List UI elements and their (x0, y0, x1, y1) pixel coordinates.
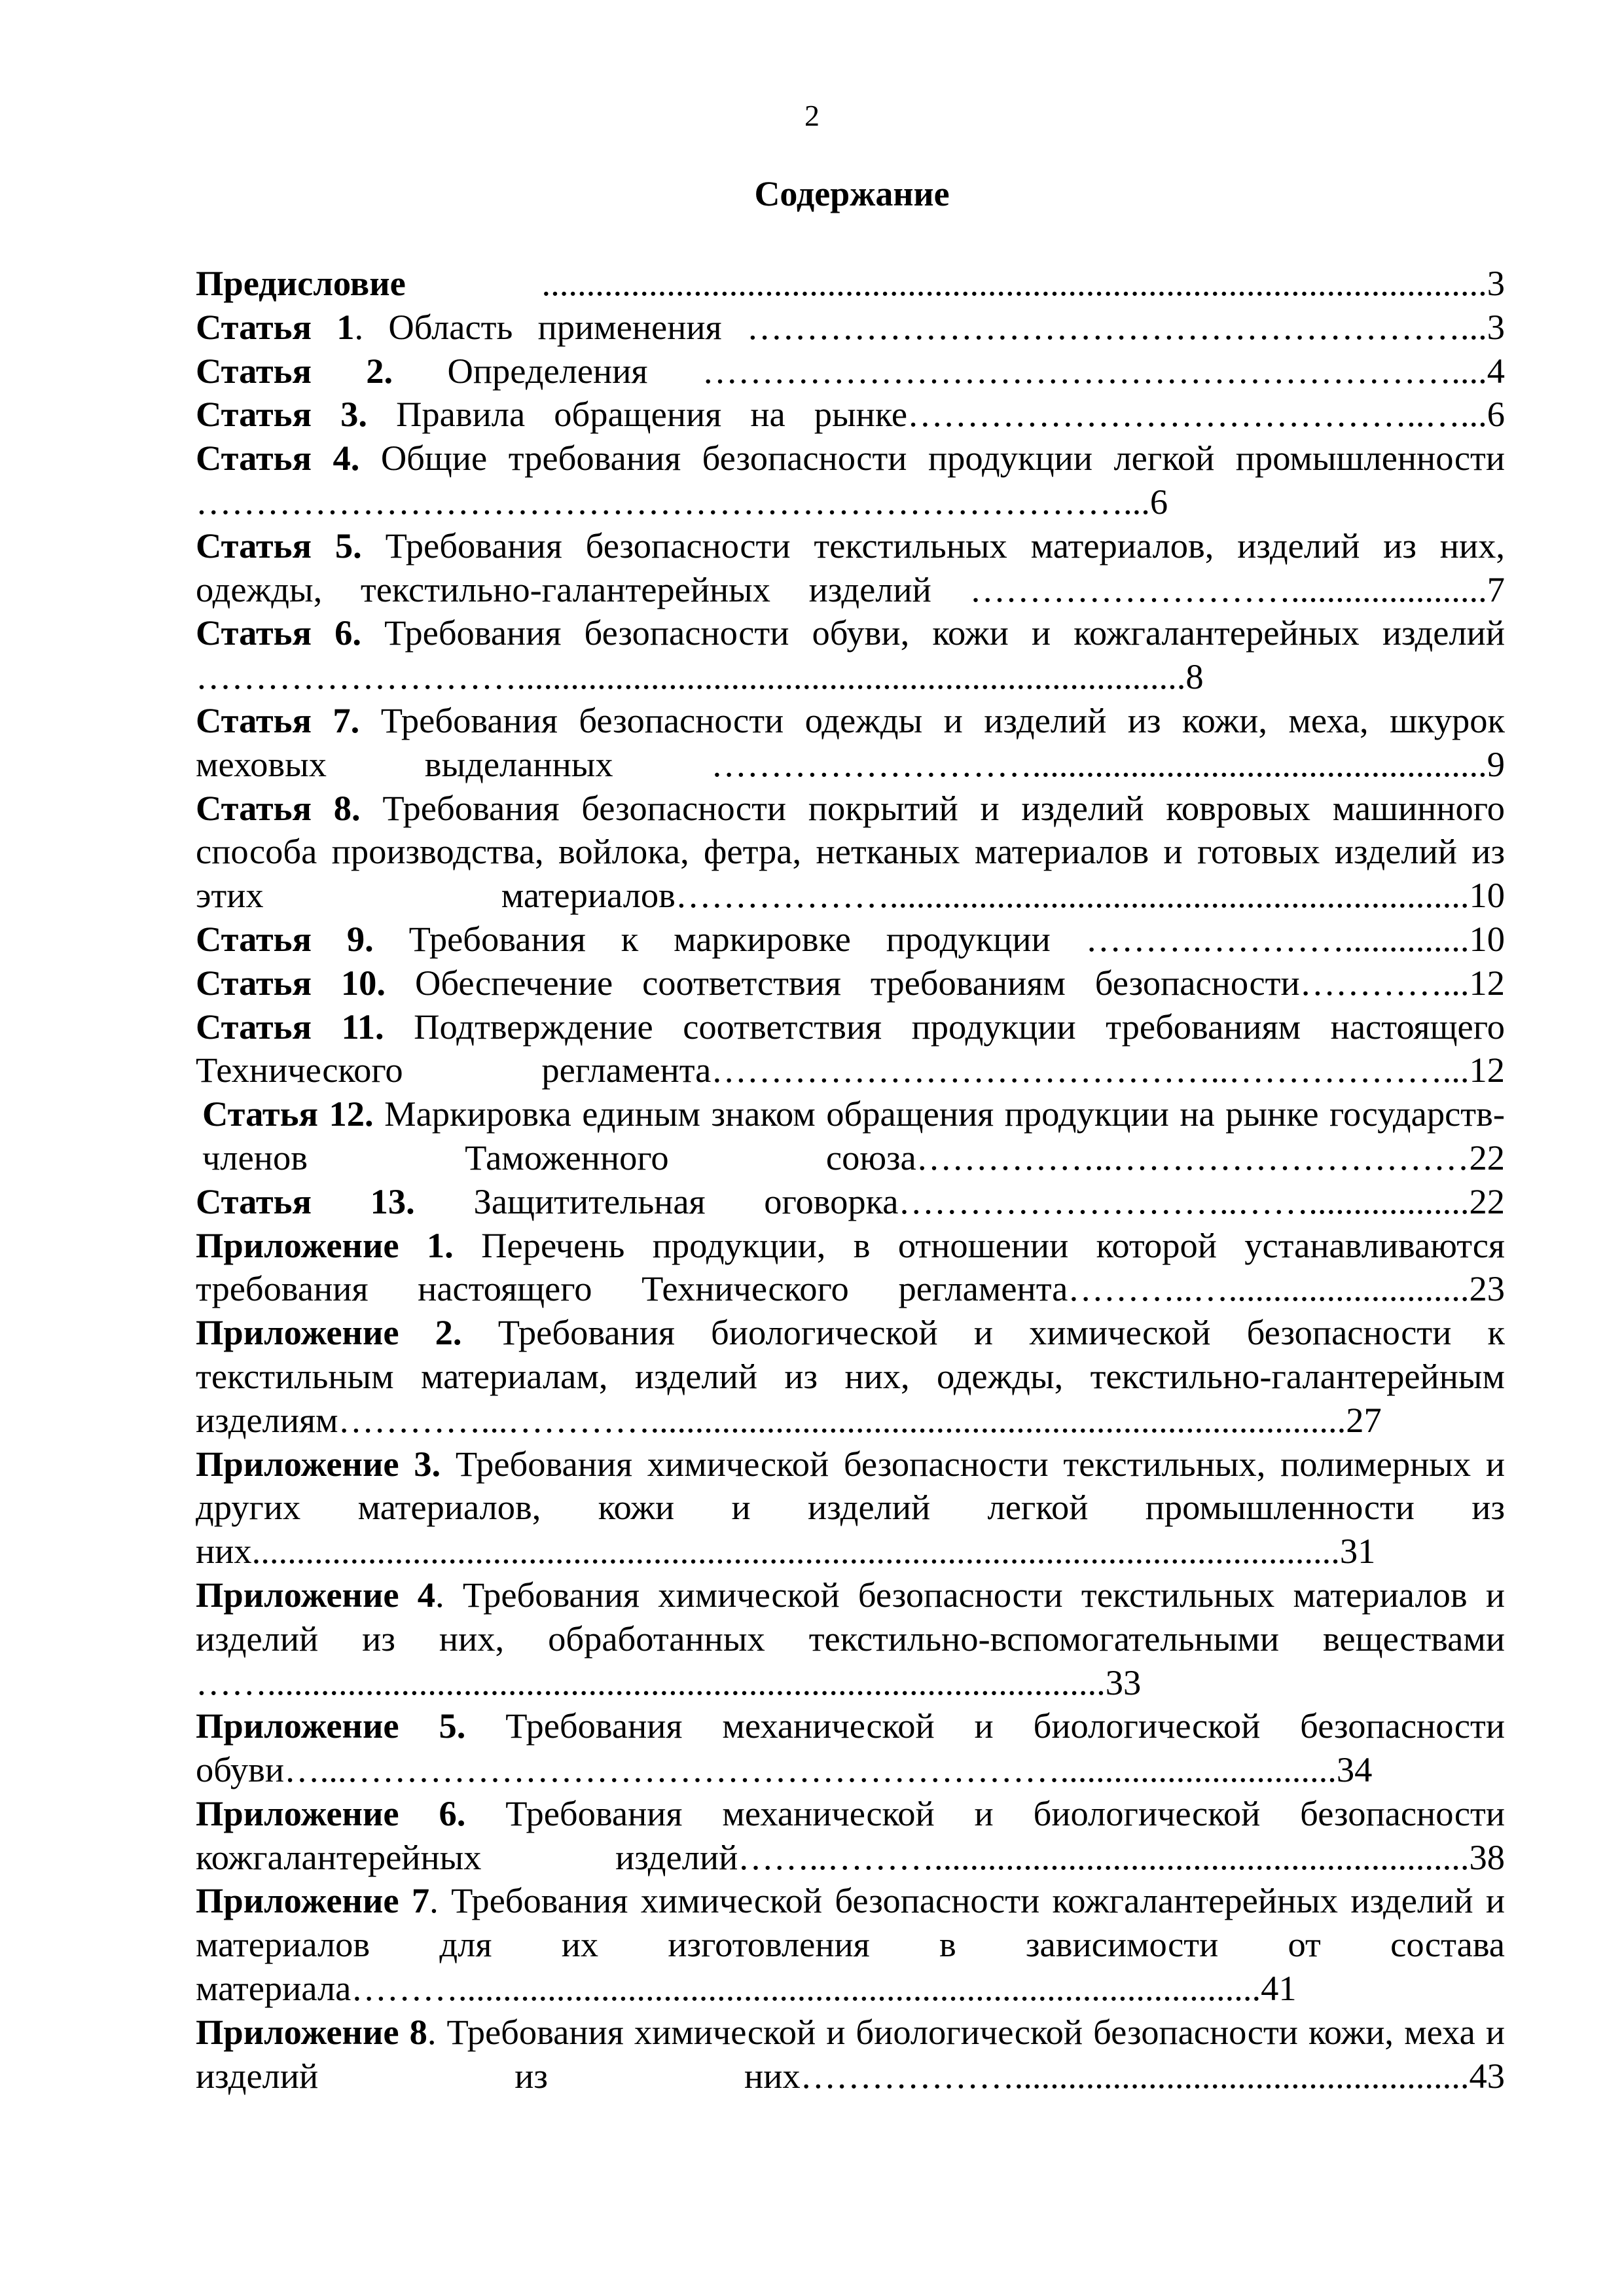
toc-entry-page: 10 (1469, 918, 1506, 959)
toc-entry-appendix-3[interactable] (196, 1443, 1505, 1573)
toc-entry-appendix-6[interactable] (196, 1792, 1505, 1880)
toc-entry-appendix-8[interactable]: Приложение 8. Требования химической и биологической безопасности кожи, меха и изделий из них………………...................................................43 (196, 2011, 1505, 2096)
toc-entry-title: Требования химической и биологической безопасности кожи, меха и изделий из них (196, 2011, 1505, 2096)
toc-entry-page: 34 (1336, 1749, 1373, 1790)
toc-entry-leader: ……………………………………..…... (907, 394, 1487, 435)
toc-entry-title: Требования безопасности обуви, кожи и кожгалантерейных изделий (384, 613, 1505, 653)
toc-entry-leader: ………………………................................................... (613, 744, 1487, 784)
toc-entry-leader: ………………................................................... (800, 2055, 1470, 2096)
toc-entry-leader: ……….………….............. (1050, 918, 1470, 959)
toc-entry-page: 9 (1487, 744, 1505, 784)
toc-entry-leader: ……………………………………………………………………... (196, 481, 1150, 522)
toc-entry-title: Требования безопасности покрытий и изделий ковровых машинного способа производства, войлока, фетра, нетканых материалов и готовых изделий из этих материалов (196, 787, 1506, 916)
toc-entry-title: Обеспечение соответствия требованиям безопасности (414, 962, 1300, 1003)
toc-entry-preface[interactable] (196, 262, 1505, 306)
toc-entry-leader: ……………..………………………… (916, 1137, 1470, 1177)
toc-entry-label: Приложение 7 (196, 1880, 430, 1921)
page-title: Содержание (754, 174, 950, 213)
toc-entry-label: Приложение 4 (196, 1574, 436, 1615)
toc-entry-label: Статья 13. (196, 1181, 415, 1221)
table-of-contents (196, 262, 1505, 2098)
toc-entry-leader: ………………………...................... (931, 569, 1487, 609)
toc-entry-label: Приложение 1. (196, 1225, 454, 1265)
toc-entry-label: Статья 11. (196, 1006, 384, 1047)
toc-entry-title: Требования безопасности одежды и изделий из кожи, меха, шкурок меховых выделанных (196, 700, 1505, 784)
toc-entry-label: Статья 10. (196, 962, 386, 1003)
toc-entry-article-8[interactable] (196, 787, 1505, 918)
toc-entry-page: 12 (1469, 1050, 1505, 1090)
toc-entry-appendix-4[interactable]: Приложение 4. Требования химической безопасности текстильных материалов и изделий из них, обработанных текстильно-вспомогательными веществами ……..............................................................................................33 (196, 1574, 1506, 1702)
toc-entry-title: Требования биологической и химической безопасности к текстильным материалам, изделий из них, одежды, текстильно-галантерейным изделиям (196, 1312, 1505, 1440)
toc-entry-label: Приложение 6. (196, 1793, 466, 1833)
toc-entry-leader: ………………................................................................. (675, 875, 1470, 916)
toc-entry-label: Статья 9. (196, 918, 374, 959)
toc-entry-page: 22 (1469, 1181, 1505, 1221)
toc-entry-title: Требования химической безопасности кожгалантерейных изделий и материалов для их изготовления в зависимости от состава материала (196, 1880, 1506, 2009)
page-number: 2 (804, 99, 820, 132)
toc-entry-leader: ……………………………………..………………... (711, 1050, 1470, 1090)
toc-entry-appendix-2[interactable] (196, 1311, 1505, 1442)
toc-entry-leader: …………...………….............................................................................. (338, 1399, 1346, 1440)
toc-entry-leader: ………………………..…….................. (898, 1181, 1470, 1221)
toc-entry-article-3[interactable] (196, 393, 1505, 437)
toc-entry-leader: …….............................................................................................. (196, 1662, 1106, 1702)
toc-entry-title: Требования механической и биологической безопасности обуви (196, 1706, 1505, 1790)
toc-entry-label: Статья 6. (196, 613, 362, 653)
toc-entry-title: Определения (447, 350, 648, 391)
toc-entry-label: Приложение 5. (196, 1706, 466, 1746)
toc-entry-leader: ……………………………………………………... (721, 306, 1487, 347)
toc-entry-label: Приложение 3. (196, 1443, 441, 1484)
toc-entry-title: Требования безопасности текстильных материалов, изделий из них, одежды, текстильно-галантерейных изделий (196, 525, 1506, 609)
toc-entry-article-5[interactable] (196, 524, 1505, 612)
toc-entry-title: Общие требования безопасности продукции легкой промышленности (380, 438, 1505, 478)
toc-entry-leader: …………... (1299, 962, 1470, 1003)
toc-entry-article-4[interactable] (196, 437, 1505, 524)
toc-entry-page: 6 (1149, 481, 1168, 522)
toc-entry-page: 23 (1469, 1268, 1505, 1309)
toc-entry-page: 8 (1185, 656, 1204, 697)
toc-entry-label: Статья 5. (196, 525, 362, 565)
toc-entry-article-11[interactable] (196, 1005, 1505, 1093)
toc-entry-page: 10 (1469, 875, 1505, 916)
toc-entry-page: 43 (1469, 2055, 1505, 2096)
toc-entry-page: 6 (1487, 394, 1506, 435)
toc-entry-label: Предисловие (196, 263, 406, 303)
toc-entry-title: Требования химической безопасности текстильных материалов и изделий из них, обработанных текстильно-вспомогательными веществами (196, 1574, 1506, 1659)
toc-entry-leader: ……….......................................................................................... (351, 1968, 1261, 2009)
toc-entry-leader: …...……………………………………………………............................... (284, 1749, 1337, 1790)
toc-entry-label: Статья 8. (196, 787, 361, 828)
toc-entry-page: 38 (1469, 1837, 1505, 1877)
toc-entry-label: Статья 12. (202, 1094, 374, 1134)
toc-entry-title: Требования к маркировке продукции (408, 918, 1051, 959)
toc-entry-title: Подтверждение соответствия продукции требованиям настоящего Технического регламента (196, 1006, 1505, 1090)
toc-entry-article-12[interactable] (196, 1092, 1505, 1180)
toc-entry-label: Статья 1 (196, 306, 355, 347)
toc-entry-appendix-1[interactable] (196, 1224, 1505, 1312)
toc-entry-article-13[interactable] (196, 1180, 1505, 1224)
toc-entry-label: Статья 3. (196, 394, 367, 435)
toc-entry-label: Статья 2. (196, 350, 393, 391)
toc-entry-page: 27 (1346, 1399, 1382, 1440)
toc-entry-title: Правила обращения на рынке (396, 394, 908, 435)
toc-entry-leader: ………..…........................... (1068, 1268, 1470, 1309)
toc-entry-page: 33 (1105, 1662, 1142, 1702)
toc-entry-article-9[interactable] (196, 918, 1505, 961)
toc-entry-title: Требования механической и биологической безопасности кожгалантерейных изделий (196, 1793, 1505, 1877)
toc-entry-leader: ……………………………………………………….... (647, 350, 1487, 391)
toc-entry-appendix-5[interactable] (196, 1704, 1505, 1792)
toc-entry-title: Защитительная оговорка (473, 1181, 899, 1221)
toc-entry-title: Область применения (388, 306, 722, 347)
toc-entry-page: 31 (1339, 1531, 1376, 1571)
toc-entry-page: 41 (1261, 1968, 1297, 2009)
toc-entry-article-2[interactable] (196, 350, 1505, 393)
toc-entry-article-1[interactable]: Статья 1. Область применения ……………………………………………………...3 (196, 306, 1505, 347)
toc-entry-leader: ………………………........................................................................... (196, 656, 1186, 697)
toc-entry-leader: .......................................................................................................... (541, 263, 1487, 303)
toc-entry-label: Приложение 8 (196, 2011, 427, 2052)
toc-entry-article-6[interactable] (196, 611, 1505, 699)
toc-entry-page: 4 (1487, 350, 1506, 391)
toc-entry-label: Приложение 2. (196, 1312, 462, 1353)
toc-entry-article-10[interactable] (196, 961, 1505, 1005)
toc-entry-article-7[interactable] (196, 699, 1505, 787)
toc-entry-label: Статья 4. (196, 438, 360, 478)
toc-entry-leader: .......................................................................................................................... (251, 1531, 1340, 1571)
toc-entry-page: 3 (1487, 306, 1505, 347)
toc-entry-leader: ……..………............................................................ (738, 1837, 1470, 1877)
toc-entry-title: Перечень продукции, в отношении которой устанавливаются требования настоящего Технического регламента (196, 1225, 1506, 1309)
toc-entry-label: Статья 7. (196, 700, 360, 740)
toc-entry-page: 22 (1469, 1137, 1505, 1177)
toc-entry-appendix-7[interactable]: Приложение 7. Требования химической безопасности кожгалантерейных изделий и материалов для их изготовления в зависимости от состава материала………..........................................................................................41 (196, 1880, 1506, 2009)
toc-entry-title: Требования химической безопасности текстильных, полимерных и других материалов, кожи и изделий легкой промышленности из них (196, 1443, 1505, 1571)
toc-entry-page: 7 (1487, 569, 1505, 609)
toc-entry-title: Маркировка единым знаком обращения продукции на рынке государств-членов Таможенного союза (202, 1094, 1505, 1177)
toc-entry-page: 3 (1487, 263, 1505, 303)
toc-entry-page: 12 (1469, 962, 1505, 1003)
